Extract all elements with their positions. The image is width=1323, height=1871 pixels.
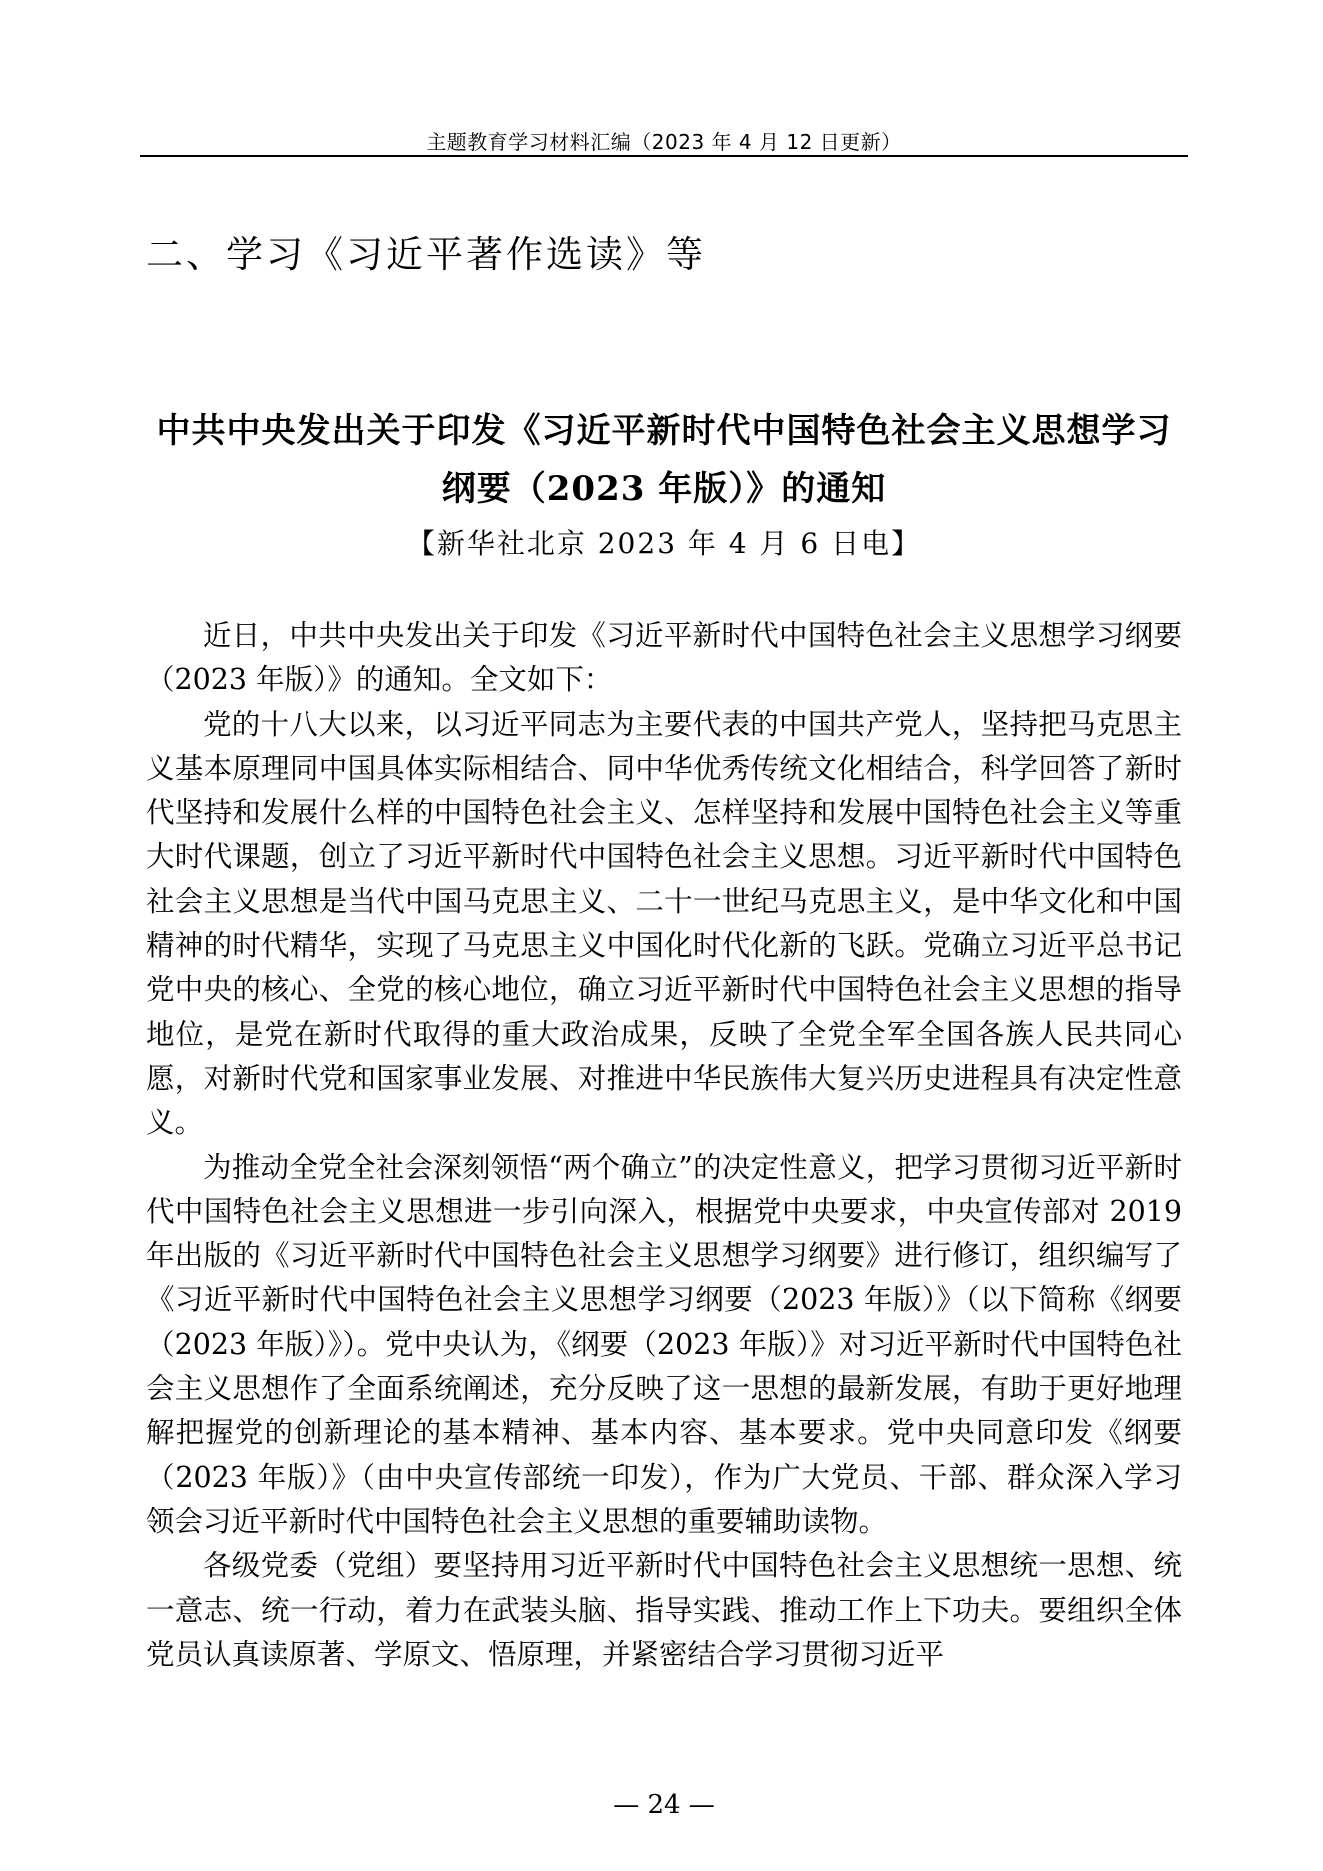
page-number: — 24 —: [613, 1790, 715, 1820]
running-header: 主题教育学习材料汇编（2023 年 4 月 12 日更新）: [426, 130, 902, 154]
article-dateline: 【新华社北京 2023 年 4 月 6 日电】: [406, 527, 922, 560]
body-paragraph-3: 为推动全党全社会深刻领悟“两个确立”的决定性意义，把学习贯彻习近平新时代中国特色社会主义思想进一步引向深入，根据党中央要求，中央宣传部对 2019 年出版的《习近平新时代中国特色社会主义思想学习纲要》进行修订，组织编写了《习近平新时代中国特色社会主义思想学习纲要（2023 年版）》（以下简称《纲要（2023 年版）》）。党中央认为，《纲要（2023 年版）》对习近平新时代中国特色社会主义思想作了全面系统阐述，充分反映了这一思想的最新发展，有助于更好地理解把握党的创新理论的基本精神、基本内容、基本要求。党中央同意印发《纲要（2023 年版）》（由中央宣传部统一印发），作为广大党员、干部、群众深入学习领会习近平新时代中国特色社会主义思想的重要辅助读物。: [146, 1150, 1182, 1538]
section-title: 二、学习《习近平著作选读》等: [146, 233, 706, 276]
article-title-line-1: 中共中央发出关于印发《习近平新时代中国特色社会主义思想学习: [156, 411, 1172, 451]
body-paragraph-4: 各级党委（党组）要坚持用习近平新时代中国特色社会主义思想统一思想、统一意志、统一行动，着力在武装头脑、指导实践、推动工作上下功夫。要组织全体党员认真读原著、学原文、悟原理，并紧密结合学习贯彻习近平: [146, 1549, 1182, 1671]
body-paragraph-2: 党的十八大以来，以习近平同志为主要代表的中国共产党人，坚持把马克思主义基本原理同中国具体实际相结合、同中华优秀传统文化相结合，科学回答了新时代坚持和发展什么样的中国特色社会主义、怎样坚持和发展中国特色社会主义等重大时代课题，创立了习近平新时代中国特色社会主义思想。习近平新时代中国特色社会主义思想是当代中国马克思主义、二十一世纪马克思主义，是中华文化和中国精神的时代精华，实现了马克思主义中国化时代化新的飞跃。党确立习近平总书记党中央的核心、全党的核心地位，确立习近平新时代中国特色社会主义思想的指导地位，是党在新时代取得的重大政治成果，反映了全党全军全国各族人民共同心愿，对新时代党和国家事业发展、对推进中华民族伟大复兴历史进程具有决定性意义。: [146, 707, 1182, 1140]
article-title: [140, 402, 1188, 518]
header-divider: [140, 155, 1188, 157]
body-paragraph-1: 近日，中共中央发出关于印发《习近平新时代中国特色社会主义思想学习纲要（2023 年版）》的通知。全文如下：: [146, 619, 1182, 697]
article-title-line-2: 纲要（2023 年版）》的通知: [441, 469, 887, 509]
article-body: [146, 614, 1182, 1677]
